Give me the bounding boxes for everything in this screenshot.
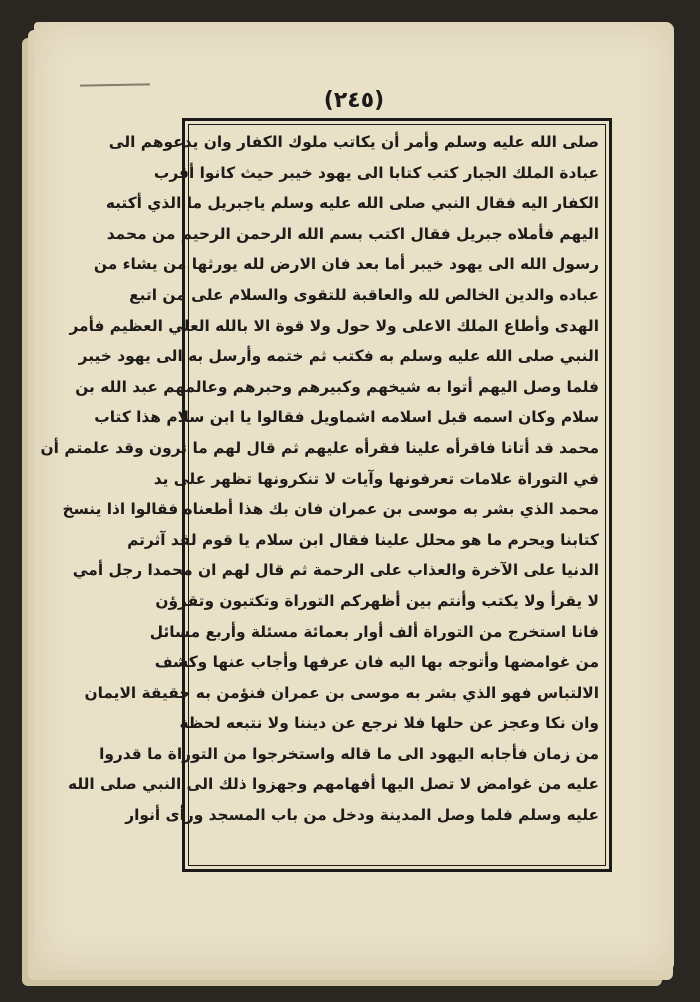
text-line: في التوراة علامات تعرفونها وآيات لا تنكرونها تظهر على يد xyxy=(153,469,599,488)
text-line: من غوامضها وأتوجه بها اليه فان عرفها وأجاب عنها وكشف xyxy=(154,653,599,672)
text-line: وان نكا وعجز عن حلها فلا نرجع عن ديننا ولا نتبعه لحظة xyxy=(179,714,599,733)
page-number: (٢٤٥) xyxy=(323,88,385,113)
text-line: فلما وصل اليهم أتوا به شيخهم وكبيرهم وحبرهم وعالمهم عبد الله بن xyxy=(75,377,599,396)
text-line: لا يقرأ ولا يكتب وأنتم بين أظهركم التوراة وتكتبون وتقرؤن xyxy=(155,591,599,610)
text-line: من زمان فأجابه اليهود الى ما قاله واستخرجوا من التوراة ما قدروا xyxy=(99,744,599,763)
text-line: الدنيا على الآخرة والعذاب على الرحمة ثم قال لهم ان محمدا رجل أمي xyxy=(72,561,599,580)
ink-stroke-mark xyxy=(80,83,150,86)
text-line: الهدى وأطاع الملك الاعلى ولا حول ولا قوة الا بالله العلي العظيم فأمر xyxy=(69,316,599,335)
text-line: سلام وكان اسمه قبل اسلامه اشماويل فقالوا يا ابن سلام هذا كتاب xyxy=(94,408,599,427)
text-block xyxy=(40,127,599,861)
manuscript-page xyxy=(34,22,674,970)
text-line: الالتباس فهو الذي بشر به موسى بن عمران فنؤمن به حقيقة الايمان xyxy=(84,683,599,702)
text-line: فانا استخرج من التوراة ألف أوار بعمائة مسئلة وأربع مسائل xyxy=(149,622,599,641)
text-line: عبادة الملك الجبار كتب كتابا الى يهود خيبر حيث كانوا أقرب xyxy=(153,163,599,182)
text-line: اليهم فأملاه جبريل فقال اكتب بسم الله الرحمن الرحيم من محمد xyxy=(106,224,599,243)
text-line: عباده والدين الخالص لله والعاقبة للتقوى والسلام على من اتبع xyxy=(129,285,599,304)
text-line: الكفار اليه فقال النبي صلى الله عليه وسلم ياجبريل ما الذي أكتبه xyxy=(105,194,599,213)
text-line: محمد قد أتانا فاقرأه علينا فقرأه عليهم ثم قال لهم ما ترون وقد علمتم أن xyxy=(40,438,599,457)
text-line: عليه من غوامض لا تصل اليها أفهامهم وجهزوا ذلك الى النبي صلى الله xyxy=(68,775,599,794)
text-line: النبي صلى الله عليه وسلم به فكتب ثم ختمه وأرسل به الى يهود خيبر xyxy=(78,347,599,366)
text-line: صلى الله عليه وسلم وأمر أن يكاتب ملوك الكفار وان يدعوهم الى xyxy=(108,133,599,151)
text-frame xyxy=(40,118,612,872)
text-line: كتابنا ويحرم ما هو محلل علينا فقال ابن سلام يا قوم لقد آثرتم xyxy=(127,530,599,549)
text-line: عليه وسلم فلما وصل المدينة ودخل من باب المسجد ورأى أنوار xyxy=(125,806,599,825)
text-line: محمد الذي بشر به موسى بن عمران فان بك هذا أطعناه فقالوا اذا ينسخ xyxy=(62,500,599,519)
text-line: رسول الله الى يهود خيبر أما بعد فان الارض لله يورثها من يشاء من xyxy=(93,255,599,274)
